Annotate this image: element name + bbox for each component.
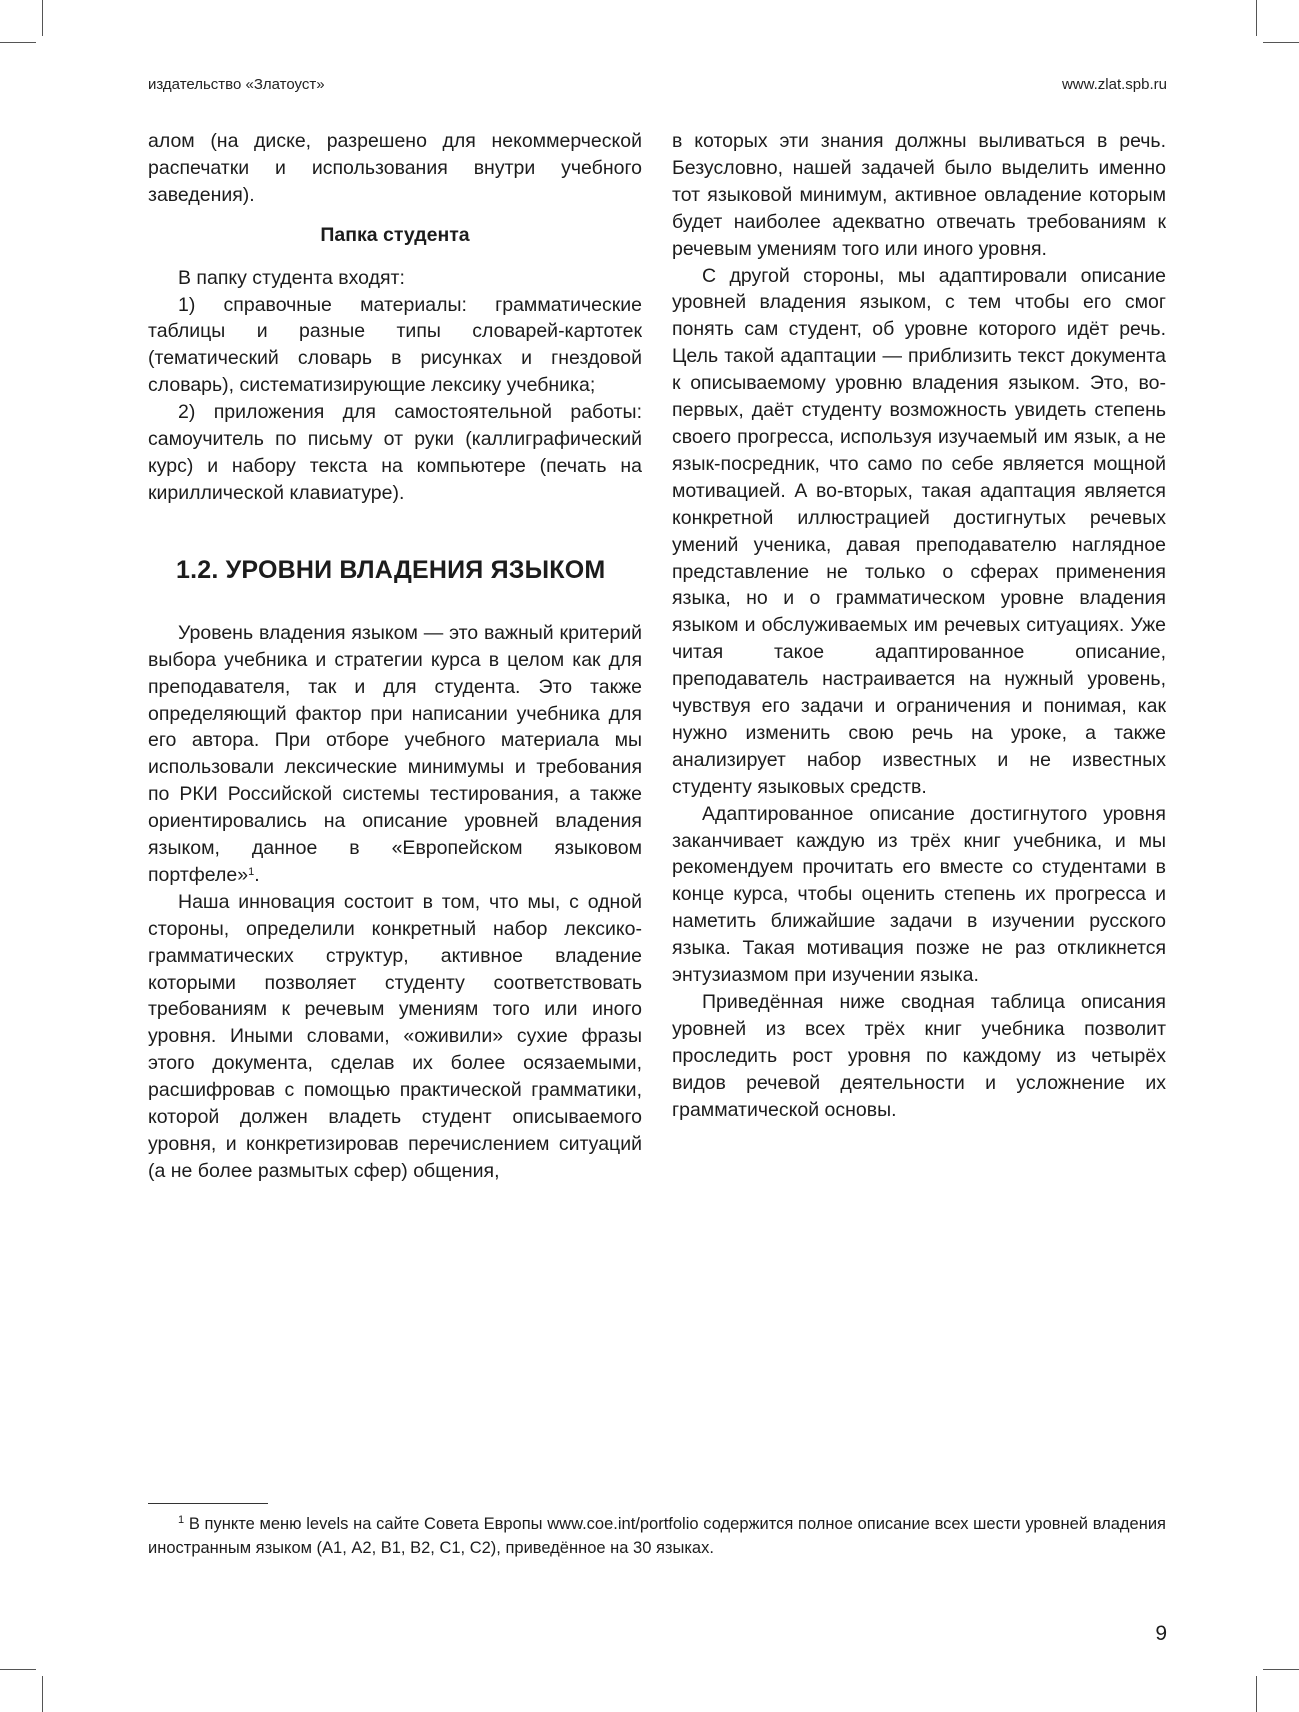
crop-mark [1256,0,1257,36]
crop-mark [1263,42,1299,43]
paragraph: в которых эти знания должны выливаться в речь. Безусловно, нашей задачей было выделить именно тот языковой минимум, активное овладение которым будет наиболее адекватно отвечать требованиям к речевым умениям того или иного уровня. [672,130,1166,260]
paragraph [148,620,642,889]
crop-mark [42,0,43,36]
paragraph: С другой стороны, мы адаптировали описание уровней владения языком, с тем чтобы его смог понять сам студент, об уровне которого идёт речь. Цель такой адаптации — приблизить текст документа к описываемому уровню владения языком. Это, во-первых, даёт студенту возможность увидеть степень своего прогресса, используя изучаемый им язык, а не язык-посредник, что само по себе является мощной мотивацией. А во-вторых, такая адаптация является конкретной иллюстрацией достигнутых речевых умений ученика, давая преподавателю наглядное представление не только о сферах применения языка, но и о грамматическом уровне владения языком и обслуживаемых им речевых ситуациях. Уже читая такое адаптированное описание, преподаватель настраивается на нужный уровень, чувствуя его задачи и ограничения и понимая, как нужно изменить свою речь на уроке, а также анализирует набор известных и не известных студенту языковых средств. [672,264,1166,798]
paragraph: 2) приложения для самостоятельной работы: самоучитель по письму от руки (каллиграфический курс) и набору текста на компьютере (печать на кириллической клавиатуре). [148,401,642,504]
crop-mark [1256,1676,1257,1712]
footnote-rule [148,1503,268,1504]
paragraph: В папку студента входят: [178,266,405,289]
page-number: 9 [1155,1622,1167,1645]
paragraph: Приведённая ниже сводная таблица описания уровней из всех трёх книг учебника позволит проследить рост уровня по каждому из четырёх видов речевой деятельности и усложнение их грамматической основы. [672,991,1166,1121]
left-column [148,128,642,1185]
footnote-ref: 1 [248,865,255,878]
crop-mark [1263,1669,1299,1670]
paragraph: алом (на диске, разрешено для некоммерческой распечатки и использования внутри учебного заведения). [148,130,642,206]
footnote [148,1512,1166,1560]
paragraph-text: Уровень владения языком — это важный критерий выбора учебника и стратегии курса в целом как для преподавателя, так и для студента. Это также определяющий фактор при написании учебника для его автора. При отборе учебного материала мы использовали лексические минимумы и требования по РКИ Российской системы тестирования, а также ориентировались на описание уровней владения языком, данное в «Европейском языковом портфеле» [148,621,642,886]
crop-mark [0,42,36,43]
paragraph: Наша инновация состоит в том, что мы, с одной стороны, определили конкретный набор лексико-грамматических структур, активное владение которыми позволяет студенту соответствовать требованиям к речевым умениям того или иного уровня. Иными словами, «оживили» сухие фразы этого документа, сделав их более осязаемыми, расшифровав с помощью практической грамматики, которой должен владеть студент описываемого уровня, и конкретизировав перечислением ситуаций (а не более размытых сфер) общения, [148,890,642,1182]
subheading: Папка студента [320,223,470,246]
header-url: www.zlat.spb.ru [1061,76,1167,93]
footnote-text: В пункте меню levels на сайте Совета Европы www.coe.int/portfolio содержится полное описание всех шести уровней владения иностранным языком (А1, А2, В1, В2, С1, С2), приведённое на 30 языках. [148,1515,1166,1557]
paragraph-text-end: . [254,863,260,886]
footnote-marker: 1 [178,1514,185,1526]
paragraph: 1) справочные материалы: грамматические таблицы и разные типы словарей-картотек (тематический словарь в рисунках и гнездовой словарь), систематизирующие лексику учебника; [148,293,642,397]
section-title: 1.2. УРОВНИ ВЛАДЕНИЯ ЯЗЫКОМ [176,555,606,584]
paragraph: Адаптированное описание достигнутого уровня заканчивает каждую из трёх книг учебника, и мы рекомендуем прочитать его вместе со студентами в конце курса, чтобы оценить степень их прогресса и наметить ближайшие задачи в изучении русского языка. Такая мотивация позже не раз откликнется энтузиазмом при изучении языка. [672,802,1166,987]
header-publisher: издательство «Златоуст» [148,76,325,93]
crop-mark [42,1676,43,1712]
crop-mark [0,1669,36,1670]
right-column [672,128,1166,1124]
